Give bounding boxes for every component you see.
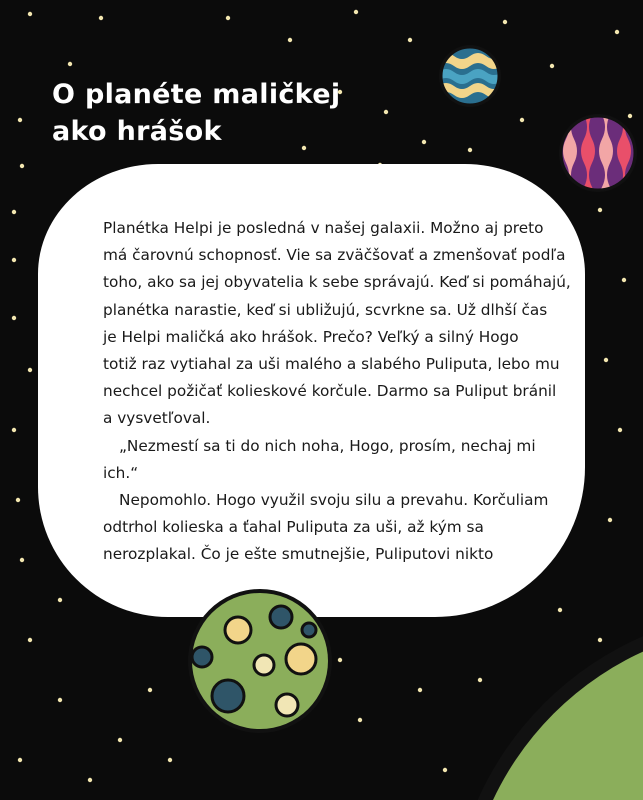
star (422, 140, 426, 144)
story-line: má čarovnú schopnosť. Vie sa zväčšovať a zmenšovať podľa (103, 246, 566, 265)
star (68, 62, 72, 66)
star (408, 38, 412, 42)
star (88, 778, 92, 782)
star (226, 16, 230, 20)
story-line: a vysvetľoval. (103, 409, 211, 428)
star (12, 316, 16, 320)
story-line: „Nezmestí sa ti do nich noha, Hogo, prosím, nechaj mi (119, 436, 536, 455)
story-line: Planétka Helpi je posledná v našej galaxii. Možno aj preto (103, 219, 544, 237)
star (503, 20, 507, 24)
story-text (103, 215, 571, 569)
star (622, 278, 626, 282)
star (550, 64, 554, 68)
story-line: nechcel požičať kolieskové korčule. Darmo sa Puliput bránil (103, 382, 557, 401)
star (418, 688, 422, 692)
star (28, 368, 32, 372)
star (478, 678, 482, 682)
star (16, 498, 20, 502)
star (598, 638, 602, 642)
star (598, 208, 602, 212)
star (18, 758, 22, 762)
star (58, 598, 62, 602)
star (99, 16, 103, 20)
star (118, 738, 122, 742)
spotted-green-planet (180, 586, 340, 736)
star (604, 358, 608, 362)
green-planet-corner (450, 610, 643, 800)
star (28, 638, 32, 642)
story-line: odtrhol kolieska a ťahal Puliputa za uši, až kým sa (103, 518, 484, 537)
star (520, 118, 524, 122)
star (384, 110, 388, 114)
star (168, 758, 172, 762)
star (12, 210, 16, 214)
star (20, 558, 24, 562)
star (443, 768, 447, 772)
star (615, 30, 619, 34)
story-line: planétka narastie, keď si ubližujú, scvrkne sa. Už dlhší čas (103, 300, 548, 319)
star (12, 258, 16, 262)
story-line: je Helpi maličká ako hrášok. Prečo? Veľký a silný Hogo (103, 327, 519, 346)
star (354, 10, 358, 14)
star (288, 38, 292, 42)
story-line: nerozplakal. Čo je ešte smutnejšie, Puliputovi nikto (103, 545, 494, 564)
wavy-blue-planet (438, 44, 502, 110)
star (58, 698, 62, 702)
star (18, 118, 22, 122)
star (628, 114, 632, 118)
title-line-2: ako hrášok (52, 116, 222, 147)
striped-pink-planet (559, 114, 640, 211)
story-line: ich.“ (103, 463, 139, 482)
star (358, 718, 362, 722)
title-line-1: O planéte maličkej (52, 79, 341, 110)
star (618, 428, 622, 432)
story-line: totiž raz vytiahal za uši malého a slabého Puliputa, lebo mu (103, 355, 560, 374)
story-line: toho, ako sa jej obyvatelia k sebe správajú. Keď si pomáhajú, (103, 273, 571, 292)
story-line: Nepomohlo. Hogo využil svoju silu a prevahu. Korčuliam (119, 491, 549, 510)
star (28, 12, 32, 16)
star (20, 164, 24, 168)
star (148, 688, 152, 692)
star (468, 148, 472, 152)
page-title (52, 76, 340, 150)
star (608, 518, 612, 522)
star (12, 428, 16, 432)
star (558, 608, 562, 612)
